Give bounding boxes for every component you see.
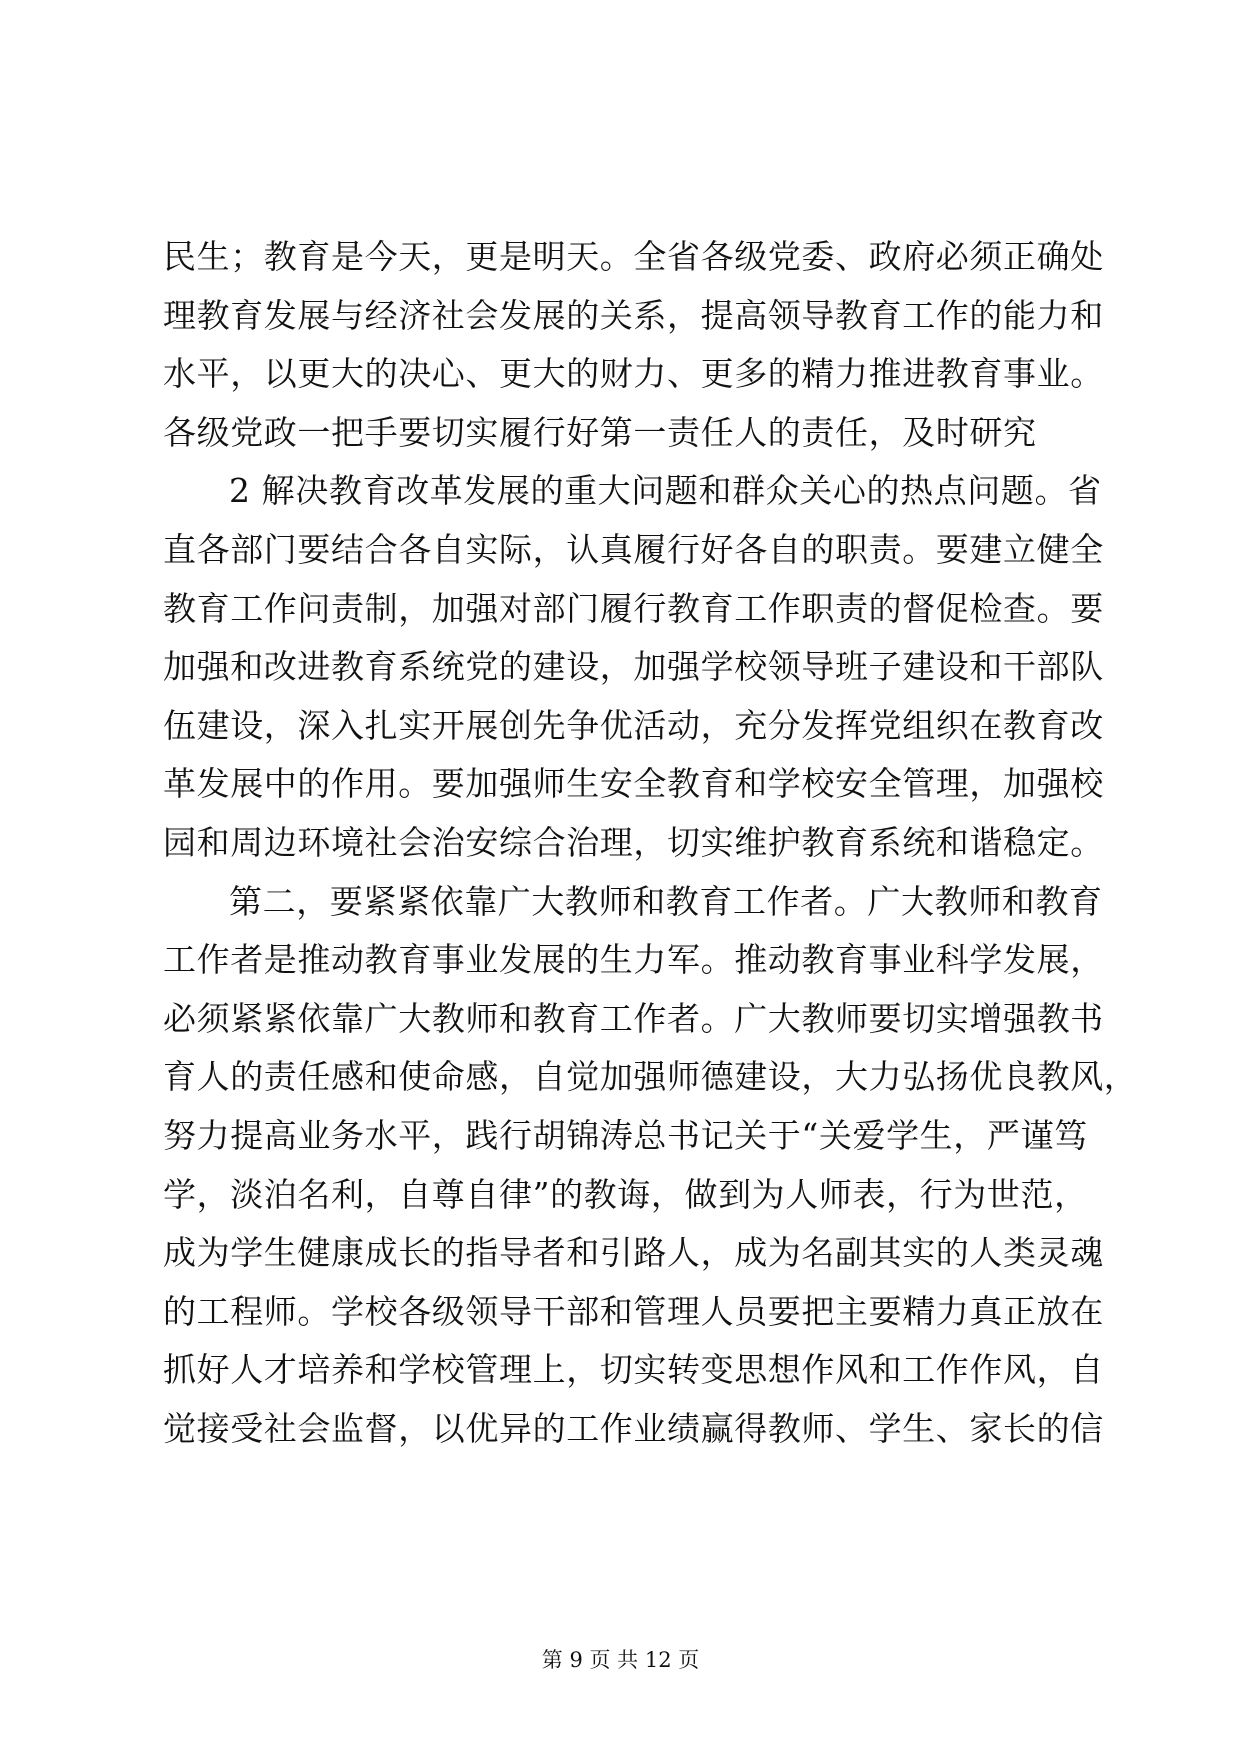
text-line: 育人的责任感和使命感，自觉加强师德建设，大力弘扬优良教风， [163, 1057, 1138, 1097]
page-number-footer: 第 9 页 共 12 页 [541, 1648, 700, 1672]
text-line: 伍建设，深入扎实开展创先争优活动，充分发挥党组织在教育改 [163, 705, 1104, 745]
text-line: 必须紧紧依靠广大教师和教育工作者。广大教师要切实增强教书 [163, 998, 1104, 1038]
text-line: 2 解决教育改革发展的重大问题和群众关心的热点问题。省 [229, 471, 1102, 511]
text-line: 成为学生健康成长的指导者和引路人，成为名副其实的人类灵魂 [163, 1233, 1104, 1273]
text-line: 民生；教育是今天，更是明天。全省各级党委、政府必须正确处 [163, 237, 1104, 276]
text-line: 教育工作问责制，加强对部门履行教育工作职责的督促检查。要 [163, 588, 1104, 628]
text-line: 工作者是推动教育事业发展的生力军。推动教育事业科学发展， [163, 940, 1104, 980]
document-body [163, 228, 1138, 1458]
text-line: 革发展中的作用。要加强师生安全教育和学校安全管理，加强校 [163, 764, 1104, 804]
paragraph-3 [163, 873, 1138, 1459]
text-line: 努力提高业务水平，践行胡锦涛总书记关于“关爱学生，严谨笃 [163, 1115, 1088, 1155]
text-line: 各级党政一把手要切实履行好第一责任人的责任，及时研究 [163, 412, 1037, 452]
paragraph-2 [163, 462, 1104, 872]
text-line: 加强和改进教育系统党的建设，加强学校领导班子建设和干部队 [163, 647, 1104, 687]
text-line: 理教育发展与经济社会发展的关系，提高领导教育工作的能力和 [163, 295, 1104, 335]
paragraph-1 [163, 228, 1104, 462]
text-line: 学，淡泊名利，自尊自律”的教诲，做到为人师表，行为世范， [163, 1174, 1088, 1214]
text-line: 第二，要紧紧依靠广大教师和教育工作者。广大教师和教育 [229, 881, 1103, 921]
text-line: 直各部门要结合各自实际，认真履行好各自的职责。要建立健全 [163, 529, 1104, 569]
text-line: 水平，以更大的决心、更大的财力、更多的精力推进教育事业。 [163, 354, 1104, 394]
text-line: 抓好人才培养和学校管理上，切实转变思想作风和工作作风，自 [163, 1350, 1104, 1390]
text-line: 的工程师。学校各级领导干部和管理人员要把主要精力真正放在 [163, 1291, 1104, 1331]
text-line: 觉接受社会监督，以优异的工作业绩赢得教师、学生、家长的信 [163, 1408, 1104, 1448]
text-line: 园和周边环境社会治安综合治理，切实维护教育系统和谐稳定。 [163, 822, 1104, 862]
